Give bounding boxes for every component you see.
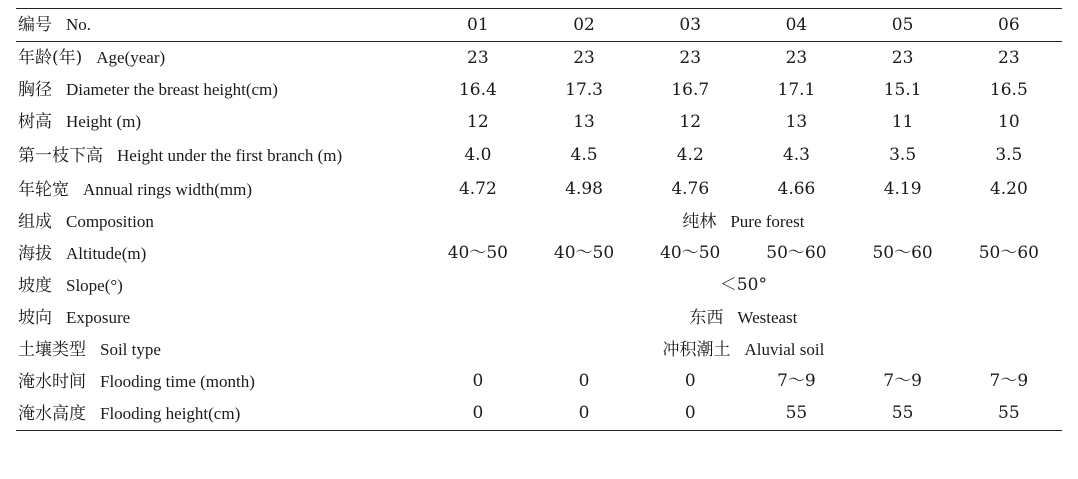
cell-value: 23 [573, 47, 595, 68]
row-label-cn: 胸径 [18, 80, 52, 100]
cell-value: 12 [679, 111, 702, 132]
row-label [16, 42, 425, 75]
row-label [16, 270, 425, 302]
cell-value: 4.98 [565, 179, 603, 199]
cell-value: 40～50 [553, 243, 615, 263]
table-row-flooding-height [16, 398, 1062, 431]
header-label-cn: 编号 [18, 15, 52, 35]
table-row-slope [16, 270, 1062, 302]
row-label-en: Height (m) [66, 112, 142, 131]
cell-value: 7～9 [989, 371, 1029, 391]
row-label-cn: 海拔 [18, 243, 52, 264]
row-label-cn: 第一枝下高 [18, 145, 103, 166]
row-label [16, 174, 425, 206]
header-col-04: 04 [785, 14, 808, 35]
row-label-cn: 树高 [18, 112, 52, 132]
cell-value: 3.5 [995, 145, 1023, 166]
cell-value: 4.20 [989, 179, 1028, 199]
row-label-cn: 土壤类型 [18, 339, 86, 360]
row-label-cn: 组成 [18, 211, 52, 232]
cell-value: 0 [578, 371, 590, 391]
data-table-container [16, 8, 1062, 431]
row-label-cn: 坡度 [18, 275, 52, 296]
cell-value: 0 [684, 371, 696, 391]
spanned-cell-value [425, 206, 1062, 238]
table-row-branch-height [16, 138, 1062, 174]
header-col-05: 05 [891, 14, 914, 35]
span-value-cn: 冲积潮土 [662, 339, 731, 360]
span-value-en: Westeast [737, 307, 798, 327]
cell-value: 11 [891, 111, 914, 132]
header-col-06: 06 [998, 14, 1020, 35]
row-label-en: Composition [66, 211, 154, 231]
row-label-en: Flooding height(cm) [100, 403, 241, 423]
cell-value: 12 [467, 111, 489, 132]
header-col-01: 01 [467, 14, 489, 35]
cell-value: 4.5 [570, 145, 598, 166]
cell-value: 23 [998, 47, 1020, 68]
row-label [16, 106, 425, 138]
row-label [16, 302, 425, 334]
row-label [16, 398, 425, 431]
row-label [16, 138, 425, 174]
cell-value: 23 [467, 47, 489, 68]
span-value-en: Aluvial soil [744, 339, 825, 359]
cell-value: 50～60 [872, 243, 933, 263]
cell-value: 40～50 [447, 243, 508, 263]
cell-value: 0 [472, 403, 484, 423]
cell-value: 55 [998, 403, 1020, 423]
cell-value: 55 [891, 403, 914, 423]
cell-value: 7～9 [777, 371, 816, 391]
cell-value: 16.7 [671, 79, 710, 100]
spanned-cell-value [425, 334, 1062, 366]
cell-value: 23 [679, 47, 702, 68]
cell-value: 4.66 [777, 179, 816, 199]
spanned-cell-value [425, 302, 1062, 334]
row-label [16, 206, 425, 238]
row-label-en: Diameter the breast height(cm) [66, 80, 278, 99]
spanned-cell-value [425, 270, 1062, 302]
cell-value: 15.1 [883, 79, 922, 100]
table-row-composition [16, 206, 1062, 238]
row-label-en: Slope(°) [66, 275, 123, 295]
cell-value: 10 [998, 111, 1020, 132]
cell-value: 0 [472, 371, 484, 391]
cell-value: 0 [684, 403, 696, 423]
cell-value: 13 [785, 111, 808, 132]
row-label [16, 366, 425, 398]
table-row-soil-type [16, 334, 1062, 366]
cell-value: 0 [578, 403, 590, 423]
table-row-ring-width [16, 174, 1062, 206]
table-row-age [16, 42, 1062, 75]
row-label-cn: 年轮宽 [18, 179, 69, 200]
cell-value: 4.72 [458, 179, 497, 199]
row-label-en: Age(year) [96, 48, 166, 67]
row-label-en: Altitude(m) [66, 243, 147, 263]
cell-value: 50～60 [766, 243, 827, 263]
row-label-cn: 淹水高度 [18, 403, 86, 424]
cell-value: 4.0 [464, 145, 492, 166]
cell-value: 3.5 [889, 145, 917, 166]
cell-value: 17.3 [565, 79, 603, 100]
header-label-en: No. [66, 15, 92, 34]
stand-characteristics-table [16, 8, 1062, 431]
cell-value: 4.76 [671, 179, 710, 199]
row-label-en: Soil type [100, 339, 161, 359]
header-col-02: 02 [573, 14, 595, 35]
cell-value: 4.19 [883, 179, 922, 199]
row-label [16, 74, 425, 106]
row-label-cn: 淹水时间 [18, 371, 86, 392]
row-label-en: Flooding time (month) [100, 371, 255, 391]
cell-value: 23 [891, 47, 914, 68]
span-value-cn: ＜50° [719, 275, 767, 295]
table-row-diameter [16, 74, 1062, 106]
cell-value: 55 [785, 403, 808, 423]
cell-value: 16.5 [989, 79, 1028, 100]
row-label [16, 238, 425, 270]
cell-value: 13 [573, 111, 595, 132]
row-label-en: Exposure [66, 307, 131, 327]
header-label-cell [16, 9, 425, 42]
cell-value: 23 [785, 47, 808, 68]
cell-value: 40～50 [660, 243, 721, 263]
cell-value: 16.4 [458, 79, 497, 100]
row-label-cn: 坡向 [18, 307, 52, 328]
cell-value: 4.2 [676, 145, 704, 166]
cell-value: 4.3 [782, 145, 810, 166]
cell-value: 50～60 [978, 243, 1039, 263]
span-value-en: Pure forest [730, 211, 805, 231]
header-row [16, 9, 1062, 42]
cell-value: 17.1 [777, 79, 816, 100]
row-label-cn: 年龄(年) [18, 48, 83, 68]
row-label-en: Annual rings width(mm) [83, 179, 253, 199]
cell-value: 7～9 [883, 371, 922, 391]
table-row-flooding-time [16, 366, 1062, 398]
table-row-height [16, 106, 1062, 138]
span-value-cn: 东西 [689, 307, 724, 328]
table-row-exposure [16, 302, 1062, 334]
row-label [16, 334, 425, 366]
table-row-altitude [16, 238, 1062, 270]
span-value-cn: 纯林 [682, 211, 717, 232]
header-col-03: 03 [679, 14, 702, 35]
row-label-en: Height under the first branch (m) [117, 145, 343, 165]
